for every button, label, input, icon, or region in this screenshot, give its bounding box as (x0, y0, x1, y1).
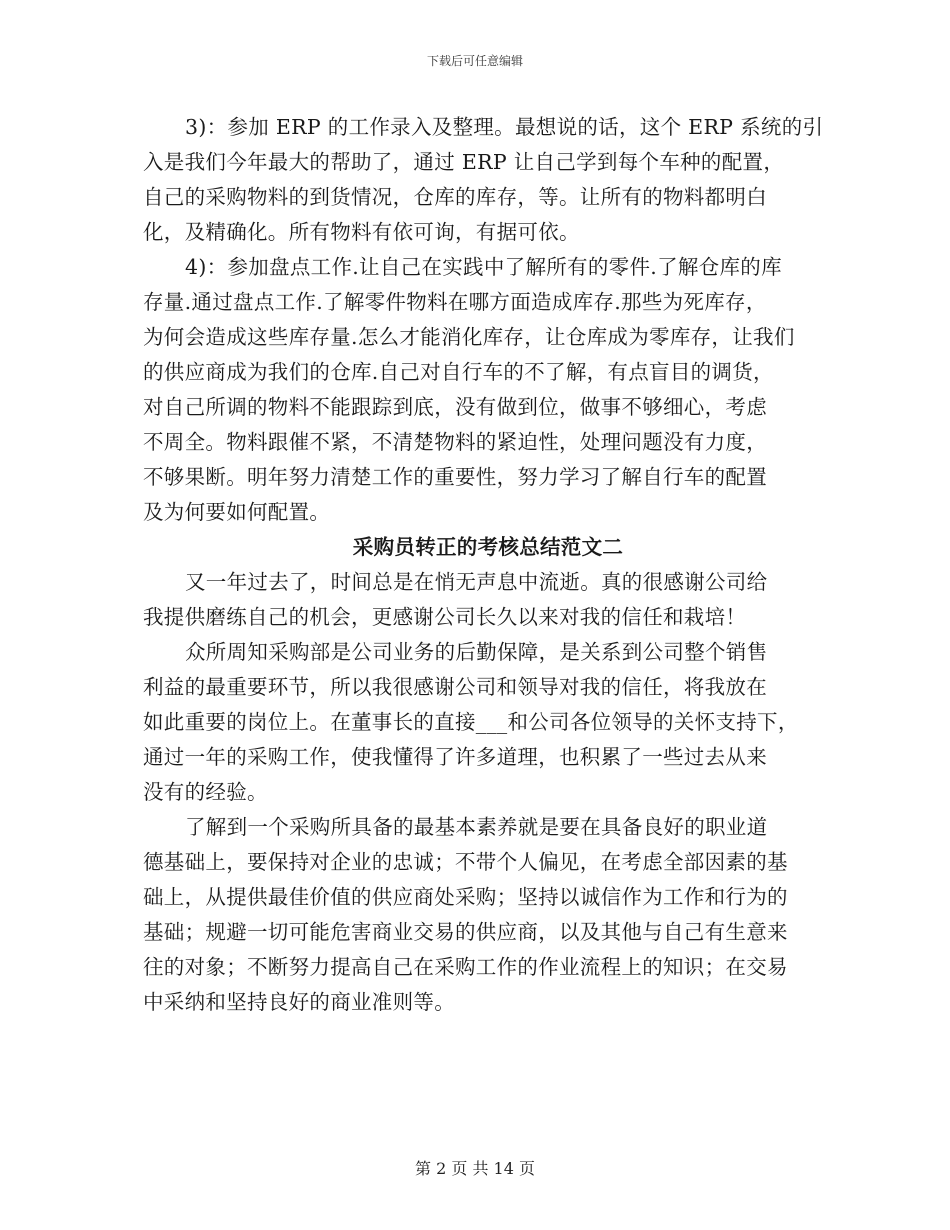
paragraph-line: 没有的经验。 (143, 780, 268, 804)
paragraph-line: 及为何要如何配置。 (143, 500, 331, 524)
paragraph-line: 众所周知采购部是公司业务的后勤保障，是关系到公司整个销售 (185, 640, 768, 664)
paragraph-line: 不够果断。明年努力清楚工作的重要性，努力学习了解自行车的配置 (143, 465, 767, 489)
paragraph-line: 基础；规避一切可能危害商业交易的供应商，以及其他与自己有生意来 (143, 920, 788, 944)
paragraph-line: 德基础上，要保持对企业的忠诚；不带个人偏见，在考虑全部因素的基 (143, 850, 788, 874)
paragraph-line: 础上，从提供最佳价值的供应商处采购；坚持以诚信作为工作和行为的 (143, 885, 788, 909)
document-body (143, 110, 823, 1020)
paragraph-line: 化，及精确化。所有物料有依可询，有据可依。 (143, 220, 580, 244)
page-header: 下载后可任意编辑 (426, 54, 523, 68)
paragraph-line: 通过一年的采购工作，使我懂得了许多道理，也积累了一些过去从来 (143, 745, 767, 769)
paragraph-line: 入是我们今年最大的帮助了，通过 ERP 让自己学到每个车种的配置， (143, 150, 785, 174)
paragraph-line: 利益的最重要环节，所以我很感谢公司和领导对我的信任，将我放在 (143, 675, 767, 699)
paragraph-line: 对自己所调的物料不能跟踪到底，没有做到位，做事不够细心，考虑 (143, 395, 767, 419)
paragraph-line: 如此重要的岗位上。在董事长的直接___和公司各位领导的关怀支持下， (143, 710, 799, 734)
paragraph-line: 的供应商成为我们的仓库.自己对自行车的不了解，有点盲目的调货， (143, 360, 774, 384)
paragraph-line: 为何会造成这些库存量.怎么才能消化库存，让仓库成为零库存，让我们 (143, 325, 795, 349)
paragraph-line: 4)：参加盘点工作.让自己在实践中了解所有的零件.了解仓库的库 (185, 255, 782, 279)
paragraph-line: 自己的采购物料的到货情况，仓库的库存，等。让所有的物料都明白 (143, 185, 767, 209)
paragraph-line: 不周全。物料跟催不紧，不清楚物料的紧迫性，处理问题没有力度， (143, 430, 767, 454)
paragraph-line: 中采纳和坚持良好的商业准则等。 (143, 990, 455, 1014)
paragraph-line: 往的对象；不断努力提高自己在采购工作的作业流程上的知识；在交易 (143, 955, 788, 979)
section-title: 采购员转正的考核总结范文二 (352, 535, 624, 559)
paragraph-line: 3)：参加 ERP 的工作录入及整理。最想说的话，这个 ERP 系统的引 (185, 115, 824, 139)
paragraph-line: 我提供磨练自己的机会，更感谢公司长久以来对我的信任和栽培！ (143, 605, 747, 629)
page-footer: 第 2 页 共 14 页 (415, 1159, 535, 1178)
paragraph-line: 了解到一个采购所具备的最基本素养就是要在具备良好的职业道 (185, 815, 768, 839)
paragraph-line: 又一年过去了，时间总是在悄无声息中流逝。真的很感谢公司给 (185, 570, 768, 594)
paragraph-line: 存量.通过盘点工作.了解零件物料在哪方面造成库存.那些为死库存， (143, 290, 767, 314)
